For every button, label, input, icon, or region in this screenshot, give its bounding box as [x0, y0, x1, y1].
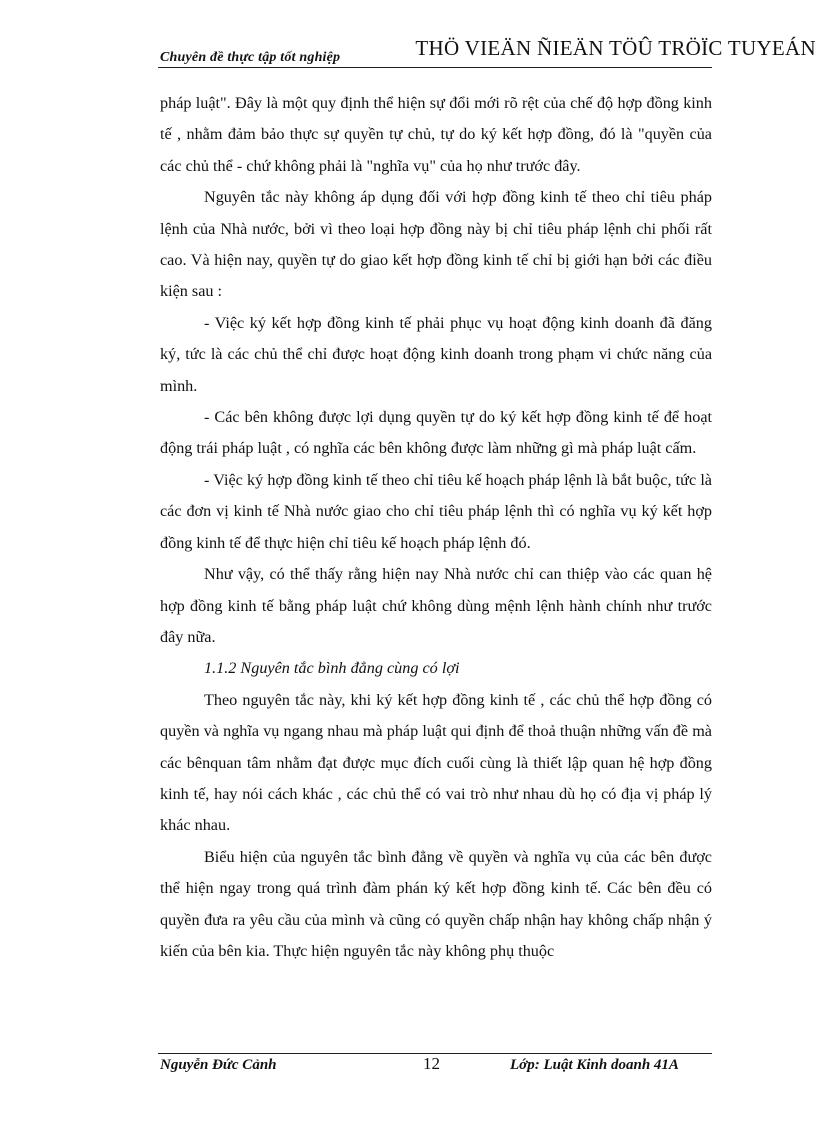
footer-author: Nguyễn Đức Cảnh [160, 1057, 277, 1073]
body-text [160, 88, 712, 967]
list-item-condition: - Việc ký kết hợp đồng kinh tế phải phục vụ hoạt động kinh doanh đã đăng ký, tức là các chủ thể chỉ được hoạt động kinh doanh trong phạm vi chức năng của mình. [160, 313, 712, 395]
list-item-condition: - Việc ký hợp đồng kinh tế theo chỉ tiêu kế hoạch pháp lệnh là bắt buộc, tức là các đơn vị kinh tế Nhà nước giao cho chỉ tiêu pháp lệnh thì có nghĩa vụ ký kết hợp đồng kinh tế để thực hiện chỉ tiêu kế hoạch pháp lệnh đó. [160, 470, 712, 552]
paragraph: Như vậy, có thể thấy rằng hiện nay Nhà nước chỉ can thiệp vào các quan hệ hợp đồng kinh tế bằng pháp luật chứ không dùng mệnh lệnh hành chính như trước đây nữa. [160, 565, 712, 646]
page-number: 12 [423, 1054, 440, 1073]
paragraph: Biểu hiện của nguyên tắc bình đẳng về quyền và nghĩa vụ của các bên được thể hiện ngay trong quá trình đàm phán ký kết hợp đồng kinh tế. Các bên đều có quyền đưa ra yêu cầu của mình và cũng có quyền chấp nhận hay không chấp nhận ý kiến của bên kia. Thực hiện nguyên tắc này không phụ thuộc [160, 847, 712, 960]
list-item-condition: - Các bên không được lợi dụng quyền tự do ký kết hợp đồng kinh tế để hoạt động trái pháp luật , có nghĩa các bên không được làm những gì mà pháp luật cấm. [160, 408, 712, 458]
header-divider [158, 67, 712, 68]
running-header-title: Chuyên đề thực tập tốt nghiệp [160, 50, 341, 65]
section-heading: 1.1.2 Nguyên tắc bình đẳng cùng có lợi [204, 659, 460, 678]
footer-class: Lớp: Luật Kinh doanh 41A [510, 1057, 679, 1073]
paragraph: Theo nguyên tắc này, khi ký kết hợp đồng kinh tế , các chủ thể hợp đồng có quyền và nghĩa vụ ngang nhau mà pháp luật qui định để thoả thuận những vấn đề mà các bênquan tâm nhằm đạt được mục đích cuối cùng là thiết lập quan hệ hợp đồng kinh tế, hay nói cách khác , các chủ thể có vai trò như nhau dù họ có địa vị pháp lý khác nhau. [160, 690, 712, 835]
running-header-library: THÖ VIEÄN ÑIEÄN TÖÛ TRÖÏC TUYEÁN [415, 36, 816, 60]
paragraph-continuation: pháp luật". Đây là một quy định thể hiện sự đổi mới rõ rệt của chế độ hợp đồng kinh tế , nhằm đảm bảo thực sự quyền tự chủ, tự do ký kết hợp đồng, đó là "quyền của các chủ thể - chứ không phải là "nghĩa vụ" của họ như trước đây. [160, 94, 712, 175]
paragraph: Nguyên tắc này không áp dụng đối với hợp đồng kinh tế theo chỉ tiêu pháp lệnh của Nhà nước, bởi vì theo loại hợp đồng này bị chỉ tiêu pháp lệnh chi phối rất cao. Và hiện nay, quyền tự do giao kết hợp đồng kinh tế chỉ bị giới hạn bởi các điều kiện sau : [160, 188, 712, 301]
